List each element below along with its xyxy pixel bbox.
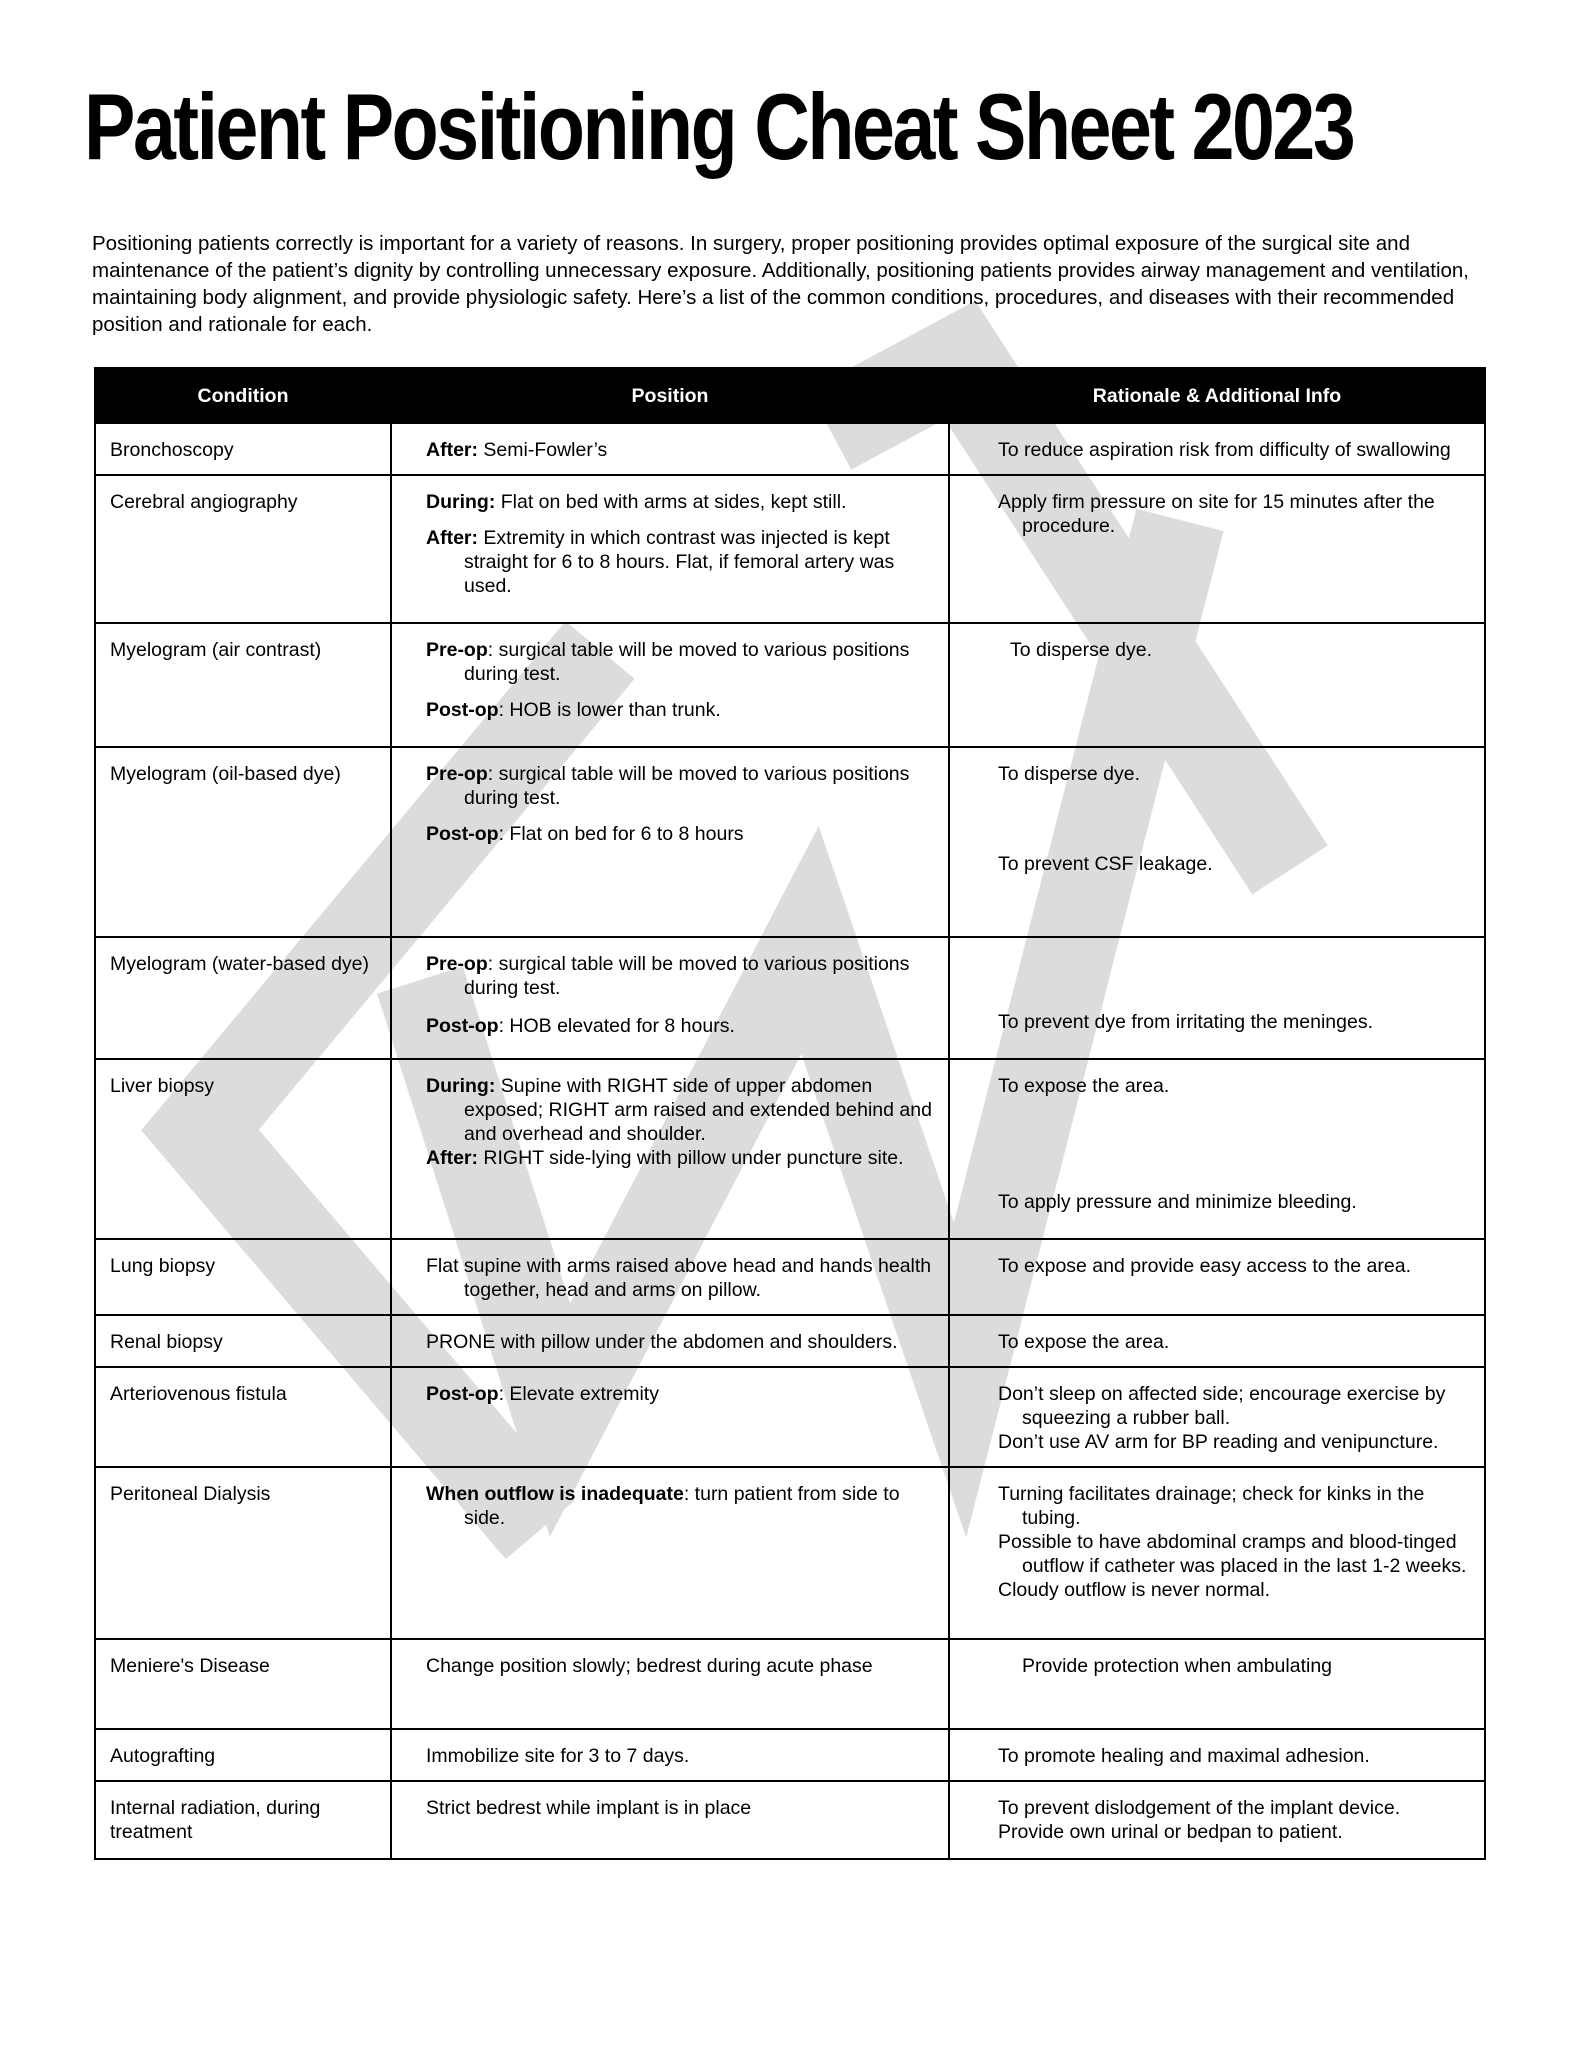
position-label: During: bbox=[426, 1075, 496, 1097]
position-text: Change position slowly; bedrest during acute phase bbox=[426, 1655, 873, 1677]
position-cell bbox=[391, 747, 949, 937]
table-row bbox=[95, 1467, 1485, 1639]
table-row bbox=[95, 1367, 1485, 1467]
condition-cell bbox=[95, 747, 391, 937]
position-entry bbox=[426, 1074, 934, 1146]
header-position: Position bbox=[391, 368, 949, 423]
table-row bbox=[95, 1239, 1485, 1315]
table-row bbox=[95, 1315, 1485, 1367]
position-cell bbox=[391, 937, 949, 1059]
table-header-row bbox=[95, 368, 1485, 423]
position-label: Post‐op bbox=[426, 1015, 499, 1037]
rationale-cell bbox=[949, 1059, 1485, 1239]
table-row bbox=[95, 1059, 1485, 1239]
rationale-cell bbox=[949, 475, 1485, 623]
position-entry bbox=[426, 762, 934, 810]
position-cell bbox=[391, 1781, 949, 1859]
position-text: : Elevate extremity bbox=[498, 1383, 659, 1405]
position-text: : HOB is lower than trunk. bbox=[498, 699, 721, 721]
header-rationale: Rationale & Additional Info bbox=[949, 368, 1485, 423]
position-text: Flat supine with arms raised above head and hands health together, head and arms on pillow. bbox=[426, 1255, 932, 1301]
position-entry bbox=[426, 1014, 934, 1038]
table-row bbox=[95, 937, 1485, 1059]
position-label: During: bbox=[426, 491, 496, 513]
rationale-line: Turning facilitates drainage; check for kinks in the tubing. bbox=[998, 1483, 1425, 1529]
condition-cell bbox=[95, 1467, 391, 1639]
rationale-cell bbox=[949, 937, 1485, 1059]
position-text: PRONE with pillow under the abdomen and shoulders. bbox=[426, 1331, 898, 1353]
condition-text: Myelogram (water‐based dye) bbox=[110, 953, 370, 975]
position-label: After: bbox=[426, 527, 478, 549]
rationale-cell bbox=[949, 1239, 1485, 1315]
rationale-line: Don’t use AV arm for BP reading and venipuncture. bbox=[998, 1431, 1439, 1453]
position-label: Pre‐op bbox=[426, 953, 488, 975]
condition-cell bbox=[95, 1729, 391, 1781]
rationale-line: Provide protection when ambulating bbox=[1022, 1655, 1333, 1677]
position-entry bbox=[426, 526, 934, 598]
rationale-cell bbox=[949, 1315, 1485, 1367]
position-entry bbox=[426, 1482, 934, 1530]
condition-text: Meniere's Disease bbox=[110, 1655, 270, 1677]
position-entry bbox=[426, 1382, 934, 1406]
position-cell bbox=[391, 623, 949, 747]
condition-cell bbox=[95, 623, 391, 747]
position-entry bbox=[426, 1796, 934, 1820]
condition-text: Autografting bbox=[110, 1745, 216, 1767]
position-text: Strict bedrest while implant is in place bbox=[426, 1797, 752, 1819]
position-entry bbox=[426, 952, 934, 1000]
position-text: Flat on bed with arms at sides, kept still. bbox=[495, 491, 847, 513]
condition-cell bbox=[95, 1059, 391, 1239]
position-text: RIGHT side‐lying with pillow under puncture site. bbox=[478, 1147, 904, 1169]
position-cell bbox=[391, 1467, 949, 1639]
condition-text: Lung biopsy bbox=[110, 1255, 216, 1277]
position-label: Post‐op bbox=[426, 1383, 499, 1405]
position-label: Post‐op bbox=[426, 823, 499, 845]
position-entry bbox=[426, 1330, 934, 1354]
rationale-cell bbox=[949, 1729, 1485, 1781]
position-label: Pre‐op bbox=[426, 639, 488, 661]
rationale-line: Apply firm pressure on site for 15 minutes after the procedure. bbox=[998, 491, 1435, 537]
condition-cell bbox=[95, 1315, 391, 1367]
table-row bbox=[95, 1639, 1485, 1729]
position-cell bbox=[391, 1239, 949, 1315]
rationale-cell bbox=[949, 1781, 1485, 1859]
rationale-line: Don’t sleep on affected side; encourage exercise by squeezing a rubber ball. bbox=[998, 1383, 1446, 1429]
position-text: Supine with RIGHT side of upper abdomen exposed; RIGHT arm raised and extended behind and and overhead and shoulder. bbox=[464, 1075, 932, 1145]
rationale-line: To disperse dye. bbox=[1010, 639, 1152, 661]
condition-cell bbox=[95, 1639, 391, 1729]
table-row bbox=[95, 623, 1485, 747]
condition-text: Liver biopsy bbox=[110, 1075, 215, 1097]
condition-cell bbox=[95, 1367, 391, 1467]
position-text: Semi‐Fowler’s bbox=[478, 439, 608, 461]
condition-cell bbox=[95, 1239, 391, 1315]
rationale-cell bbox=[949, 1467, 1485, 1639]
rationale-line: To expose the area. bbox=[998, 1331, 1170, 1353]
rationale-line: Possible to have abdominal cramps and blood‐tinged outflow if catheter was placed in the last 1‐2 weeks. bbox=[998, 1531, 1467, 1577]
position-text: Extremity in which contrast was injected is kept straight for 6 to 8 hours. Flat, if femoral artery was used. bbox=[464, 527, 895, 597]
positioning-table bbox=[94, 367, 1486, 1860]
position-entry bbox=[426, 490, 934, 514]
condition-cell bbox=[95, 937, 391, 1059]
table-row bbox=[95, 1781, 1485, 1859]
position-text: : Flat on bed for 6 to 8 hours bbox=[498, 823, 744, 845]
position-label: Pre‐op bbox=[426, 763, 488, 785]
condition-text: Arteriovenous fistula bbox=[110, 1383, 287, 1405]
position-label: Post‐op bbox=[426, 699, 499, 721]
position-cell bbox=[391, 1059, 949, 1239]
rationale-line: To expose and provide easy access to the area. bbox=[998, 1255, 1412, 1277]
position-entry bbox=[426, 1744, 934, 1768]
position-entry bbox=[426, 438, 934, 462]
condition-text: Bronchoscopy bbox=[110, 439, 234, 461]
position-text: : surgical table will be moved to various positions during test. bbox=[464, 953, 910, 999]
condition-cell bbox=[95, 1781, 391, 1859]
position-cell bbox=[391, 1315, 949, 1367]
position-entry bbox=[426, 698, 934, 722]
position-text: : HOB elevated for 8 hours. bbox=[498, 1015, 735, 1037]
rationale-line: To prevent CSF leakage. bbox=[998, 853, 1213, 875]
rationale-line: To expose the area. bbox=[998, 1075, 1170, 1097]
condition-text: Myelogram (air contrast) bbox=[110, 639, 322, 661]
rationale-line: To prevent dye from irritating the meninges. bbox=[998, 1011, 1374, 1033]
condition-text: Internal radiation, during treatment bbox=[110, 1797, 321, 1843]
rationale-line: To disperse dye. bbox=[998, 763, 1140, 785]
position-text: Immobilize site for 3 to 7 days. bbox=[426, 1745, 690, 1767]
condition-cell bbox=[95, 423, 391, 475]
page-title: Patient Positioning Cheat Sheet 2023 bbox=[84, 74, 1354, 179]
position-label: After: bbox=[426, 439, 478, 461]
condition-text: Renal biopsy bbox=[110, 1331, 223, 1353]
rationale-line: To apply pressure and minimize bleeding. bbox=[998, 1191, 1357, 1213]
rationale-cell bbox=[949, 623, 1485, 747]
intro-paragraph: Positioning patients correctly is important for a variety of reasons. In surgery, proper positioning provides optimal exposure of the surgical site and maintenance of the patient’s dignity by controlling unnecessary exposure. Additionally, positioning patients provides airway management and ventilation, maintaining body alignment, and provide physiologic safety. Here’s a list of the common conditions, procedures, and diseases with their recommended position and rationale for each. bbox=[92, 232, 1469, 336]
position-entry bbox=[426, 1254, 934, 1302]
position-text: : turn patient from side to side. bbox=[464, 1483, 900, 1529]
rationale-line: To prevent dislodgement of the implant device. bbox=[998, 1797, 1401, 1819]
position-entry bbox=[426, 822, 934, 846]
position-cell bbox=[391, 1729, 949, 1781]
rationale-cell bbox=[949, 423, 1485, 475]
table-row bbox=[95, 475, 1485, 623]
rationale-line: To reduce aspiration risk from difficulty of swallowing bbox=[998, 439, 1451, 461]
position-text: : surgical table will be moved to various positions during test. bbox=[464, 639, 910, 685]
position-cell bbox=[391, 423, 949, 475]
position-text: : surgical table will be moved to various positions during test. bbox=[464, 763, 910, 809]
condition-text: Cerebral angiography bbox=[110, 491, 298, 513]
table-row bbox=[95, 747, 1485, 937]
rationale-cell bbox=[949, 747, 1485, 937]
rationale-line: Provide own urinal or bedpan to patient. bbox=[998, 1821, 1343, 1843]
header-condition: Condition bbox=[95, 368, 391, 423]
position-cell bbox=[391, 1639, 949, 1729]
rationale-line: To promote healing and maximal adhesion. bbox=[998, 1745, 1370, 1767]
position-entry bbox=[426, 1146, 934, 1170]
condition-cell bbox=[95, 475, 391, 623]
table-body bbox=[95, 423, 1485, 1859]
table-row bbox=[95, 1729, 1485, 1781]
rationale-cell bbox=[949, 1639, 1485, 1729]
rationale-line: Cloudy outflow is never normal. bbox=[998, 1579, 1271, 1601]
position-label: When outflow is inadequate bbox=[426, 1483, 684, 1505]
position-entry bbox=[426, 638, 934, 686]
position-entry bbox=[426, 1654, 934, 1678]
table-row bbox=[95, 423, 1485, 475]
position-cell bbox=[391, 1367, 949, 1467]
condition-text: Peritoneal Dialysis bbox=[110, 1483, 271, 1505]
position-cell bbox=[391, 475, 949, 623]
condition-text: Myelogram (oil‐based dye) bbox=[110, 763, 341, 785]
position-label: After: bbox=[426, 1147, 478, 1169]
rationale-cell bbox=[949, 1367, 1485, 1467]
